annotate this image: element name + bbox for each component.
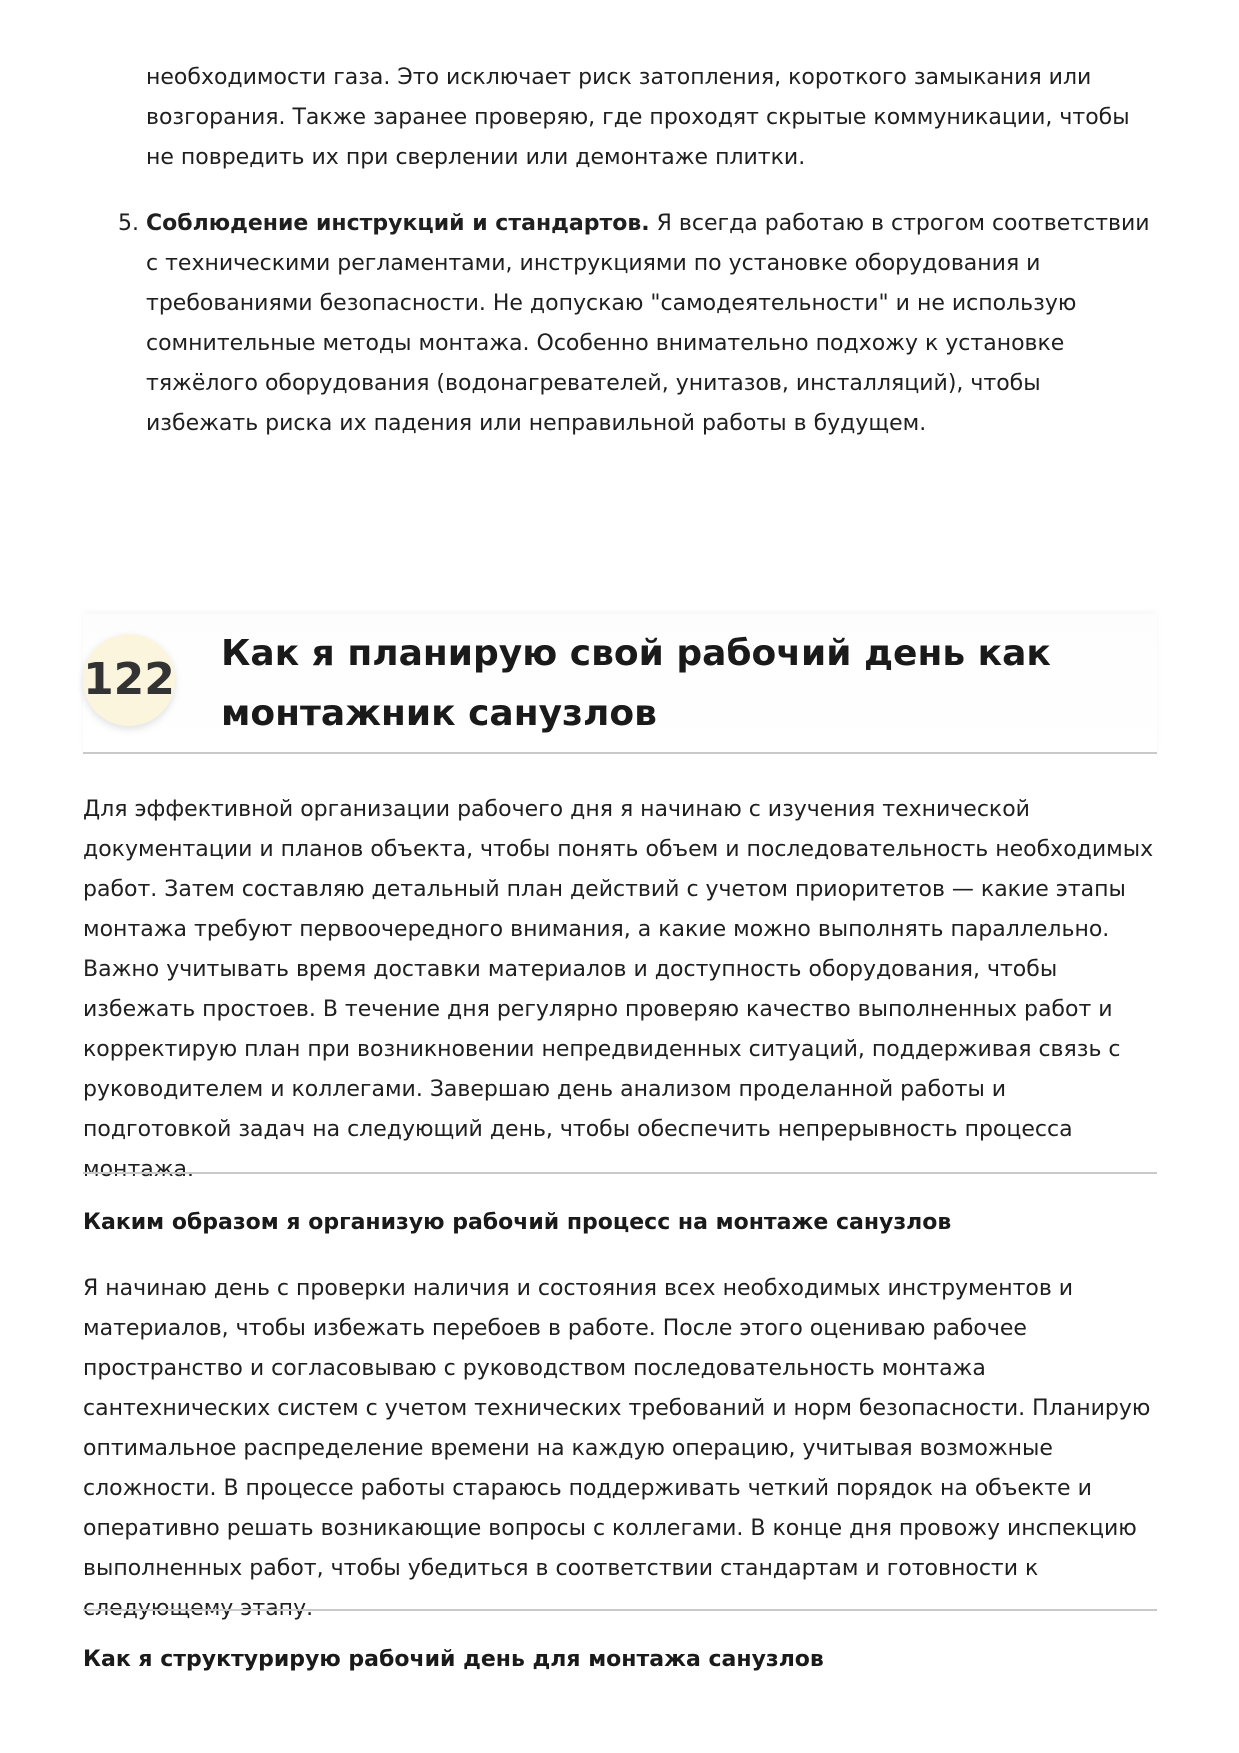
section-intro-paragraph: Для эффективной организации рабочего дня я начинаю с изучения технической документации и планов объекта, чтобы понять объем и последовательность необходимых работ. Затем составляю детальный план действий с учетом приоритетов — какие этапы монтажа требуют первоочередного внимания, а какие можно выполнять параллельно. Важно учитывать время доставки материалов и доступность оборудования, чтобы избежать простоев. В течение дня регулярно проверяю качество выполненных работ и корректирую план при возникновении непредвиденных ситуаций, поддерживая связь с руководителем и коллегами. Завершаю день анализом проделанной работы и подготовкой задач на следующий день, чтобы обеспечить непрерывность процесса монтажа.	[83, 797, 1154, 1182]
section-header	[83, 614, 1157, 754]
section-number-badge: 122	[83, 634, 175, 726]
answer-heading: Каким образом я организую рабочий процесс на монтаже санузлов	[83, 1210, 952, 1235]
divider	[83, 1172, 1157, 1174]
list-item-text: Я всегда работаю в строгом соответствии с техническими регламентами, инструкциями по установке оборудования и требованиями безопасности. Не допускаю "самодеятельности" и не использую сомнительные методы монтажа. Особенно внимательно подхожу к установке тяжёлого оборудования (водонагревателей, унитазов, инсталляций), чтобы избежать риска их падения или неправильной работы в будущем.	[146, 211, 1150, 436]
list-item-5	[118, 204, 1156, 444]
answer-heading: Как я структурирую рабочий день для монтажа санузлов	[83, 1647, 824, 1672]
continued-list	[118, 58, 1156, 444]
list-item-title: Соблюдение инструкций и стандартов.	[146, 211, 650, 236]
list-number: 5.	[118, 211, 139, 236]
answer-paragraph: Я начинаю день с проверки наличия и состояния всех необходимых инструментов и материалов, чтобы избежать перебоев в работе. После этого оцениваю рабочее пространство и согласовываю с руководством последовательность монтажа сантехнических систем с учетом технических требований и норм безопасности. Планирую оптимальное распределение времени на каждую операцию, учитывая возможные сложности. В процессе работы стараюсь поддерживать четкий порядок на объекте и оперативно решать возникающие вопросы с коллегами. В конце дня провожу инспекцию выполненных работ, чтобы убедиться в соответствии стандартам и готовности к следующему этапу.	[83, 1276, 1151, 1621]
divider	[83, 1609, 1157, 1611]
list-item-4-tail: необходимости газа. Это исключает риск затопления, короткого замыкания или возгорания. Также заранее проверяю, где проходят скрытые коммуникации, чтобы не повредить их при сверлении или демонтаже плитки.	[146, 65, 1130, 170]
section-title: Как я планирую свой рабочий день как монтажник санузлов	[221, 633, 1051, 734]
